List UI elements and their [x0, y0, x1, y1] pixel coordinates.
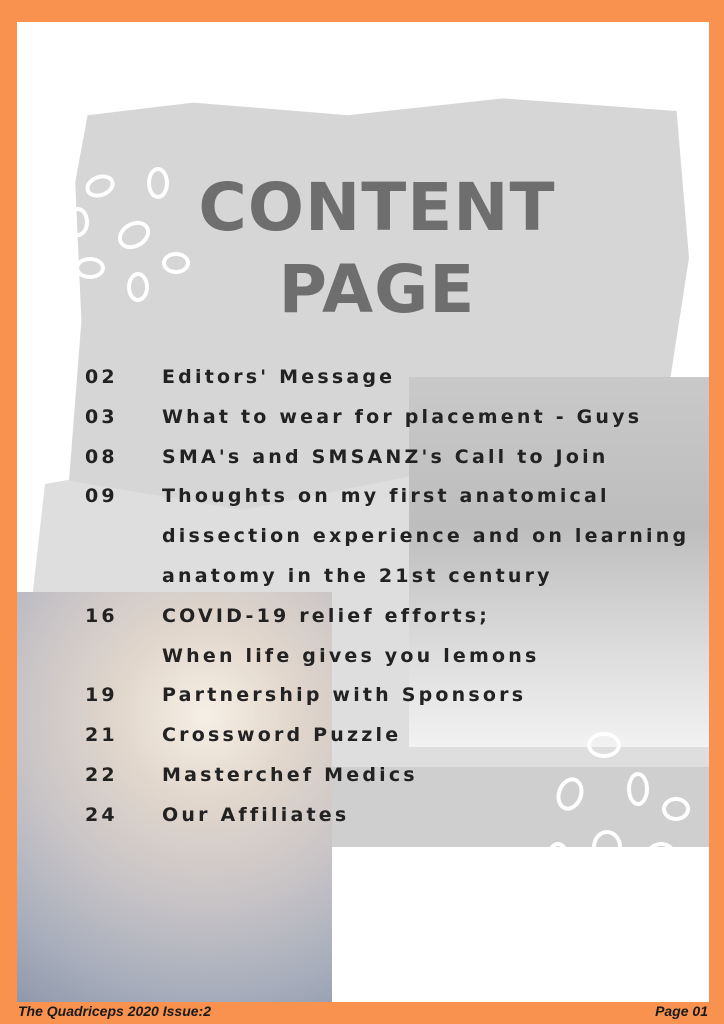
title-line-1: CONTENT	[198, 169, 556, 246]
toc-entry-title-line: What to wear for placement - Guys	[162, 405, 643, 428]
toc-entry-title-line: Partnership with Sponsors	[162, 684, 527, 707]
toc-page-number: 19	[85, 684, 118, 707]
toc-entry-title	[162, 676, 705, 716]
toc-entry[interactable]	[85, 756, 705, 796]
table-of-contents	[85, 358, 705, 836]
toc-entry-title	[162, 597, 705, 677]
footer-issue-label: The Quadriceps 2020 Issue:2	[18, 1003, 211, 1019]
toc-entry-title-line: Thoughts on my first anatomical	[162, 485, 610, 508]
page-title	[187, 167, 567, 331]
toc-entry[interactable]	[85, 597, 705, 677]
toc-entry[interactable]	[85, 438, 705, 478]
toc-page-number: 21	[85, 724, 118, 747]
toc-entry-title-line: Masterchef Medics	[162, 763, 418, 786]
toc-page-number: 09	[85, 485, 118, 508]
toc-entry-title	[162, 438, 705, 478]
toc-page-number: 16	[85, 604, 118, 627]
footer-page-number: Page 01	[655, 1003, 708, 1019]
toc-entry[interactable]	[85, 398, 705, 438]
toc-page-number: 24	[85, 803, 118, 826]
toc-entry-title-line: COVID-19 relief efforts;	[162, 604, 491, 627]
toc-entry-title-line: Editors' Message	[162, 366, 396, 388]
white-strip	[332, 847, 709, 1002]
footer	[0, 1002, 724, 1024]
toc-entry[interactable]	[85, 796, 705, 836]
toc-entry[interactable]	[85, 716, 705, 756]
title-line-2: PAGE	[278, 251, 476, 328]
toc-entry-title	[162, 477, 705, 596]
toc-entry-title-line: dissection experience and on learning	[162, 525, 690, 548]
toc-entry-title-line: When life gives you lemons	[162, 644, 540, 667]
page-sheet	[17, 22, 709, 1002]
toc-page-number: 02	[85, 366, 118, 388]
toc-entry-title-line: anatomy in the 21st century	[162, 564, 553, 587]
toc-entry[interactable]	[85, 676, 705, 716]
toc-entry-title	[162, 796, 705, 836]
toc-page-number: 08	[85, 445, 118, 468]
toc-page-number: 03	[85, 405, 118, 428]
toc-entry-title	[162, 756, 705, 796]
toc-entry-title-line: Our Affiliates	[162, 803, 350, 826]
toc-entry-title-line: SMA's and SMSANZ's Call to Join	[162, 445, 609, 468]
toc-entry-title	[162, 716, 705, 756]
toc-entry-title-line: Crossword Puzzle	[162, 724, 402, 747]
toc-page-number: 22	[85, 763, 118, 786]
toc-entry[interactable]	[85, 477, 705, 596]
toc-entry-title	[162, 358, 705, 398]
toc-entry[interactable]	[85, 358, 705, 398]
toc-entry-title	[162, 398, 705, 438]
